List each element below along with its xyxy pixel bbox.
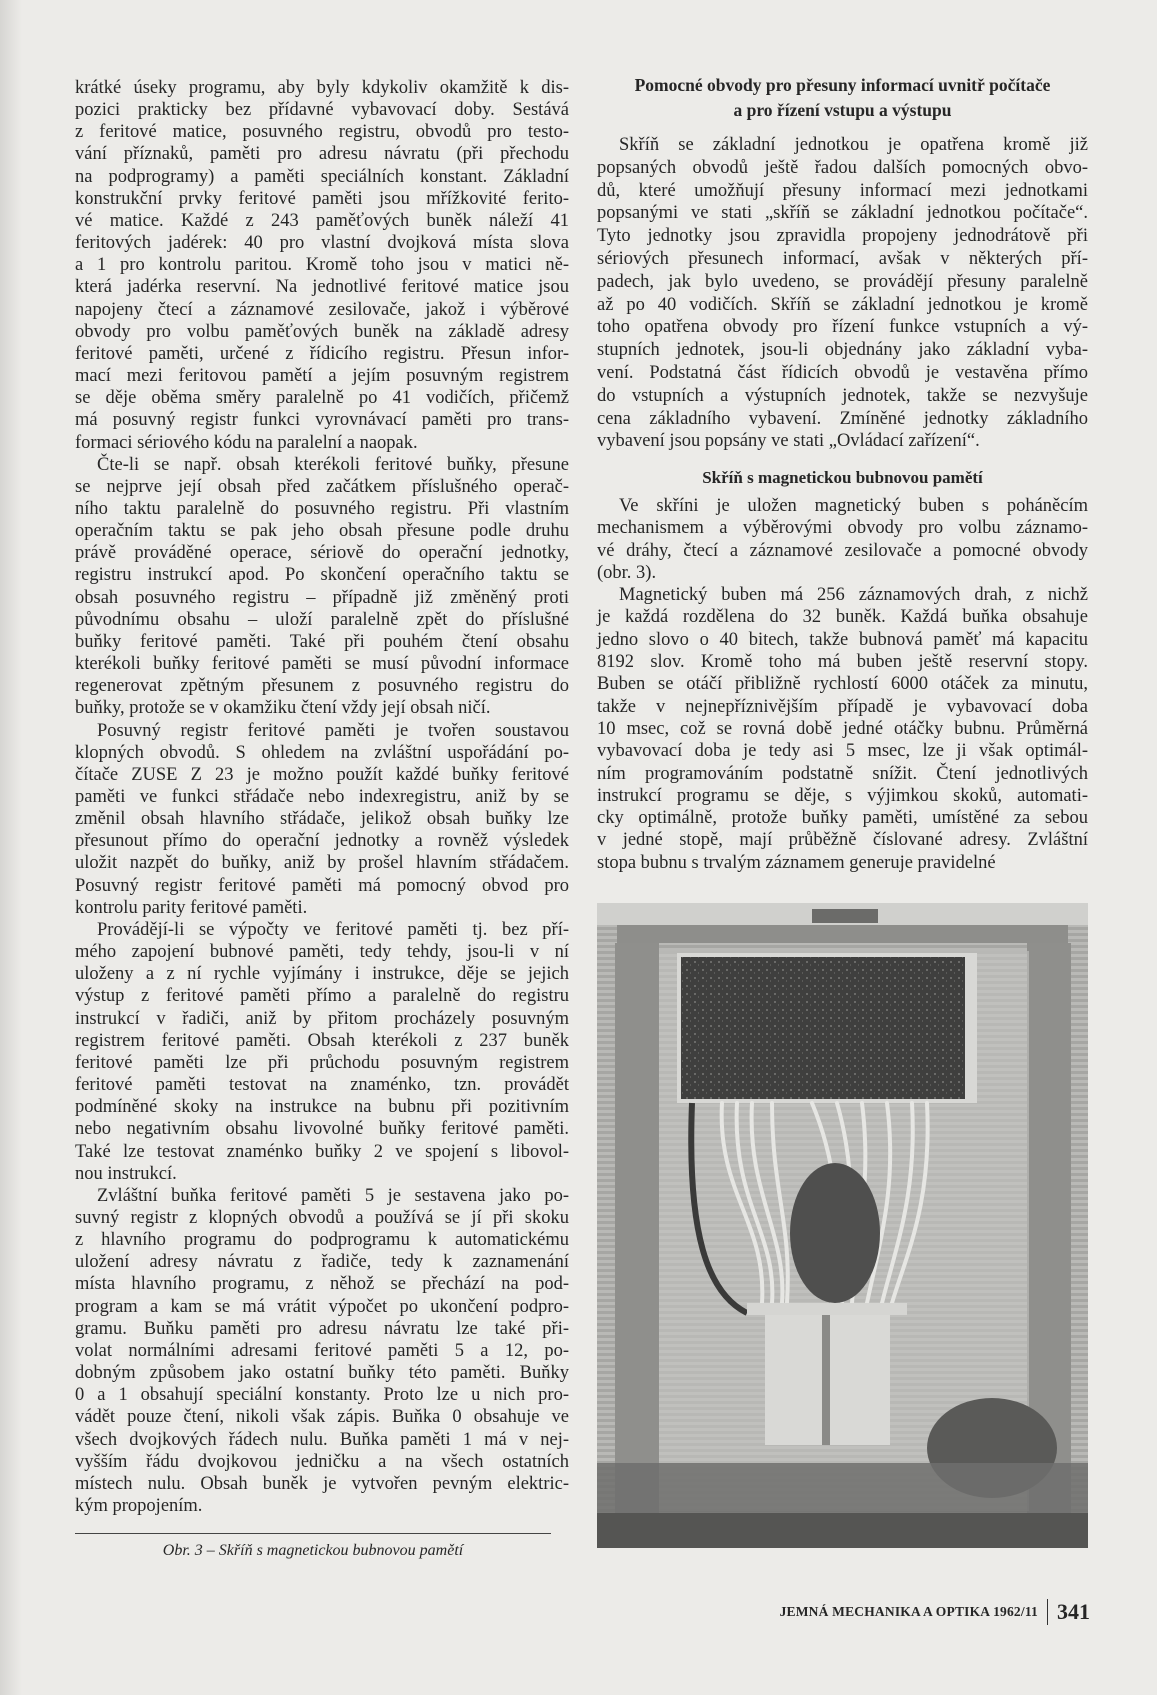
text-line: toho opatřena obvody pro řízení funkce vstupních a vý- [597, 317, 1088, 338]
text-line: vení. Podstatná část řídicích obvodů je vestavěna přímo [597, 362, 1088, 383]
text-line: feritové paměti, určené z řídicího registru. Přesun infor- [75, 343, 569, 364]
page-footer [760, 1598, 1090, 1626]
text-line: Provádějí-li se výpočty ve feritové paměti tj. bez pří- [97, 919, 569, 940]
section-heading [597, 73, 1088, 123]
text-line: sériových přesunech informací, avšak v některých pří- [597, 248, 1088, 269]
text-line: uložit nazpět do buňky, aniž by prošel hlavním střádačem. [75, 853, 569, 874]
text-line: vybavení jsou popsány ve stati „Ovládací zařízení“. [597, 431, 980, 452]
text-line: popsanými ve stati „skříň se základní jednotkou počítače“. [597, 203, 1088, 224]
paragraph [75, 1185, 569, 1517]
paragraph [75, 77, 569, 454]
text-line: 0 a 1 obsahují speciální konstanty. Proto lze u nich pro- [75, 1385, 569, 1406]
right-section-1 [597, 134, 1088, 453]
paragraph [75, 720, 569, 919]
text-line: všech dvojkových řádech nulu. Buňka paměti 1 má v nej- [75, 1429, 569, 1450]
text-line: se děje oběma směry paralelně po 41 vodičích, přičemž [75, 388, 569, 409]
text-line: registrem feritové paměti. Obsah kterékoli z 237 buněk [75, 1030, 569, 1051]
text-line: místa hlavního programu, z něhož se přechází na pod- [75, 1274, 569, 1295]
text-line: nebo negativním obsahu livovolné buňky feritové paměti. [75, 1119, 569, 1140]
text-line: podmíněné skoky na instrukce na bubnu při pozitivním [75, 1097, 569, 1118]
zuse-nameplate [812, 909, 878, 923]
text-line: obsah posuvného registru – případně již změněný proti [75, 587, 569, 608]
text-line: gramu. Buňku paměti pro adresu návratu lze také při- [75, 1318, 569, 1339]
heading-line: Pomocné obvody pro přesuny informací uvnitř počítače [634, 75, 1051, 95]
paragraph [597, 584, 1088, 874]
footer-divider [1047, 1599, 1048, 1625]
text-line: a 1 pro kontrolu paritou. Kromě toho jsou v matici ně- [75, 255, 569, 276]
text-line: uložení adresy návratu z řadiče, tedy k zaznamenání [75, 1252, 569, 1273]
text-line: cky optimálně, protože buňky paměti, umístěné za sebou [597, 808, 1088, 829]
text-line: Posuvný registr feritové paměti má pomocný obvod pro [75, 875, 569, 896]
text-line: 8192 slov. Kromě toho má buben ještě reservní stopy. [597, 652, 1088, 673]
text-line: vyšším řádu dvojkovou jedničku a na všech ostatních [75, 1451, 569, 1472]
text-line: mechanismem a výběrovými obvody pro volbu záznamo- [597, 518, 1088, 539]
text-line: Zvláštní buňka feritové paměti 5 je sestavena jako po- [97, 1185, 569, 1206]
figure-photo-drum-memory-cabinet [597, 903, 1088, 1548]
text-line: takže v nejnepříznivějším případě je vybavovací doba [597, 696, 1088, 717]
circuit-panel [681, 957, 965, 1099]
text-line: napojeny čtecí a záznamové zesilovače, jakož i výběrové [75, 299, 569, 320]
text-line: konstrukční prvky feritové paměti jsou mřížkovité ferito- [75, 188, 569, 209]
text-line: Čte-li se např. obsah kterékoli feritové buňky, přesune [97, 454, 569, 475]
text-line: vé matice. Každé z 243 paměťových buněk náleží 41 [75, 210, 569, 231]
text-line: vádět pouze čtení, nikoli však zápis. Buňka 0 obsahuje ve [75, 1407, 569, 1428]
text-line: krátké úseky programu, aby byly kdykoliv okamžitě k dis- [75, 78, 569, 98]
text-line: suvný registr z klopných obvodů a používá se jí při skoku [75, 1207, 569, 1228]
text-line: operačním taktu se pak jeho obsah přesune podle druhu [75, 521, 569, 542]
drum-cabinet-photo [597, 903, 1088, 1548]
text-line: formaci sériového kódu na paralelní a naopak. [75, 432, 418, 453]
text-line: 10 msec, což se rovná době jedné otáčky bubnu. Průměrná [597, 718, 1088, 739]
text-line: ního taktu paralelně do posuvného registru. Při vlastním [75, 498, 569, 519]
text-line: feritových jadérek: 40 pro vlastní dvojková místa slova [75, 233, 569, 254]
text-line: až po 40 vodičích. Skříň se základní jednotkou je kromě [597, 294, 1088, 315]
paragraph [597, 134, 1088, 453]
text-line: buňky feritové paměti. Také při pouhém čtení obsahu [75, 631, 569, 652]
text-line: program a kam se má vrátit výpočet po ukončení podpro- [75, 1296, 569, 1317]
text-line: vání příznaků, paměti pro adresu návratu (při přechodu [75, 144, 569, 165]
text-line: kontrolu parity feritové paměti. [75, 897, 308, 918]
text-line: kterékoli buňky feritové paměti se musí původní informace [75, 654, 569, 675]
journal-title: JEMNÁ MECHANIKA A OPTIKA 1962/11 [779, 1604, 1038, 1619]
text-line: právě prováděné operace, sériově do operační jednotky, [75, 543, 569, 564]
text-line: změnil obsah hlavního střádače, jelikož obsah buňky lze [75, 809, 569, 830]
text-line: cena základního vybavení. Zmíněné jednotky základního [597, 408, 1088, 429]
text-line: Také lze testovat znaménko buňky 2 ve spojení s libovol- [75, 1141, 569, 1162]
text-line: registru instrukcí apod. Po skončení operačního taktu se [75, 565, 569, 586]
text-line: buňky, protože se v okamžiku čtení vždy její obsah ničí. [75, 698, 491, 719]
text-line: Posuvný registr feritové paměti je tvořen soustavou [97, 720, 569, 741]
text-line: kým propojením. [75, 1496, 203, 1516]
text-line: dů, které umožňují přesuny informací mezi jednotkami [597, 180, 1088, 201]
text-line: pozici prakticky bez přídavné vybavovací doby. Sestává [75, 100, 569, 121]
text-line: obvody pro volbu paměťových buněk na základě adresy [75, 321, 569, 342]
text-line: mého zapojení bubnové paměti, tedy tehdy, jsou-li v ní [75, 942, 569, 963]
paragraph [75, 919, 569, 1185]
text-line: Buben se otáčí přibližně rychlostí 6000 otáček za minutu, [597, 674, 1088, 695]
text-line: z hlavního programu do podprogramu k automatickému [75, 1230, 569, 1251]
text-line: paměti ve funkci střádače nebo indexregistru, aniž by se [75, 787, 569, 807]
text-line: stopa bubnu s trvalým záznamem generuje pravidelné [597, 852, 996, 873]
text-line: v jedné stopě, mají průběžně číslované adresy. Zvláštní [597, 830, 1088, 851]
text-line: padech, jak bylo uvedeno, se provádějí přesuny paralelně [597, 271, 1088, 292]
text-line: Ve skříni je uložen magnetický buben s poháněcím [619, 496, 1088, 516]
text-line: feritové paměti testovat na znaménko, tzn. provádět [75, 1075, 569, 1096]
text-line: Tyto jednotky jsou zpravidla propojeny jednodrátově při [597, 226, 1088, 247]
text-line: má posuvný registr funkci vyrovnávací paměti pro trans- [75, 410, 569, 431]
text-line: (obr. 3). [597, 562, 657, 583]
text-line: místech nulu. Obsah buněk je vytvořen pevným elektric- [75, 1473, 569, 1494]
text-line: ním programováním podstatně snížit. Čtení jednotlivých [597, 763, 1088, 784]
text-line: Skříň se základní jednotkou je opatřena kromě již [619, 135, 1088, 155]
text-line: regenerovat zpětným přesunem z posuvného registru do [75, 676, 569, 697]
text-line: výstup z feritové paměti přímo a paralelně do registru [75, 986, 569, 1007]
page-number: 341 [1057, 1599, 1090, 1624]
text-line: na podprogramy) a paměti speciálních konstant. Základní [75, 166, 569, 187]
text-line: původnímu obsahu – uloží paralelně zpět do příslušné [75, 609, 569, 630]
text-line: vé dráhy, čtecí a záznamové zesilovače a pomocné obvody [597, 540, 1088, 561]
text-line: stupních jednotek, jsou-li objednány jako základní vyba- [597, 340, 1088, 361]
text-line: instrukcí v řadiči, aniž by přitom procházely posuvným [75, 1008, 569, 1029]
text-line: z feritové matice, posuvného registru, obvodů pro testo- [75, 122, 569, 143]
text-line: Magnetický buben má 256 záznamových drah, z nichž [619, 585, 1088, 606]
text-line: která jadérka reservní. Na jednotlivé feritové matice jsou [75, 277, 569, 298]
heading-line: a pro řízení vstupu a výstupu [733, 100, 952, 120]
magnetic-drum [790, 1163, 880, 1303]
text-line: dobným způsobem jako ostatní buňky této paměti. Buňky [75, 1363, 569, 1384]
text-line: instrukcí programu se děje, s výjimkou skoků, automati- [597, 785, 1088, 806]
text-line: přesunout přímo do operační jednotky a rovněž výsledek [75, 831, 569, 852]
caption-divider [75, 1533, 551, 1534]
text-line: se nejprve její obsah před začátkem příslušného operač- [75, 476, 569, 497]
right-section-2 [597, 495, 1088, 874]
scan-edge-shadow [0, 0, 22, 1695]
text-line: feritové paměti lze při průchodu posuvným registrem [75, 1052, 569, 1073]
text-line: volat normálními adresami feritové paměti 5 a 12, po- [75, 1340, 569, 1361]
text-line: mací mezi feritovou pamětí a jejím posuvným registrem [75, 366, 569, 387]
text-line: klopných obvodů. S ohledem na zvláštní uspořádání po- [75, 742, 569, 763]
paragraph [75, 454, 569, 720]
text-line: uloženy a z ní rychle vyjímány i instrukce, děje se jejich [75, 964, 569, 985]
text-line: vybavovací doba je tedy asi 5 msec, lze ji však optimál- [597, 741, 1088, 762]
text-line: popsaných obvodů ještě řadou dalších pomocných obvo- [597, 157, 1088, 178]
text-line: jedno slovo o 40 bitech, takže bubnová paměť má kapacitu [597, 629, 1088, 650]
left-column [75, 77, 569, 1517]
text-line: do vstupních a výstupních jednotek, takže se nezvyšuje [597, 385, 1088, 406]
subheading: Skříň s magnetickou bubnovou pamětí [702, 468, 983, 487]
text-line: nou instrukcí. [75, 1163, 177, 1184]
text-line: je každá rozdělena do 32 buněk. Každá buňka obsahuje [597, 607, 1088, 628]
paragraph [597, 495, 1088, 584]
figure-caption: Obr. 3 – Skříň s magnetickou bubnovou pamětí [162, 1542, 464, 1559]
text-line: čítače ZUSE Z 23 je možno použít každé buňky feritové [75, 764, 569, 785]
